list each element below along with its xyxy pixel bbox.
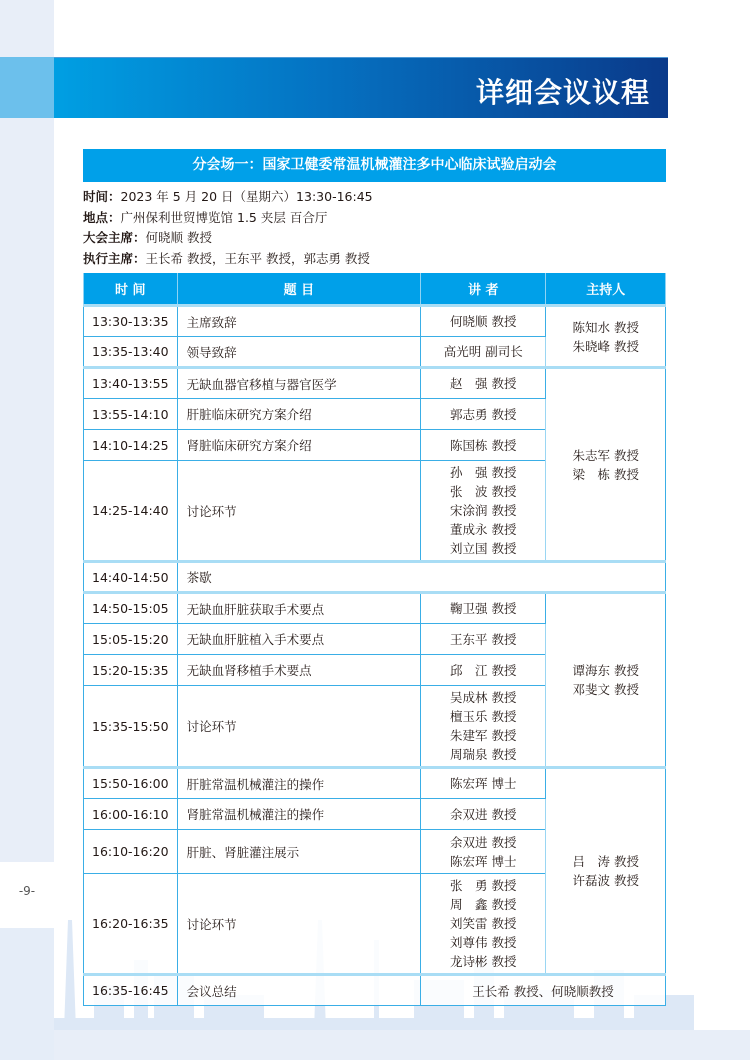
row-time: 15:05-15:20 <box>84 624 178 655</box>
row-time: 13:30-13:35 <box>84 306 178 337</box>
header-topic: 题 目 <box>177 273 420 306</box>
host-name: 邓斐文 教授 <box>572 682 639 697</box>
row-speakers <box>421 306 546 337</box>
speaker-name: 陈宏珲 博士 <box>450 853 517 869</box>
speaker-name: 董成永 教授 <box>450 522 517 537</box>
speaker-name: 赵 强 教授 <box>450 376 517 391</box>
speaker-name: 刘尊伟 教授 <box>450 935 517 950</box>
speaker-list <box>444 342 523 361</box>
speaker-name: 周瑞泉 教授 <box>450 747 517 762</box>
speaker-list <box>450 374 516 393</box>
row-topic: 无缺血肾移植手术要点 <box>177 655 420 686</box>
row-hosts <box>546 368 666 562</box>
host-list <box>572 852 638 890</box>
row-time: 16:00-16:10 <box>84 799 178 830</box>
speaker-list <box>450 405 516 424</box>
row-time: 15:35-15:50 <box>84 686 178 768</box>
speaker-name: 何晓顺 教授 <box>450 314 517 329</box>
header-host: 主持人 <box>546 273 666 306</box>
agenda-header-row <box>84 273 666 306</box>
left-banner-accent <box>0 57 54 118</box>
row-speaker: 王长希 教授、何晓顺教授 <box>421 975 666 1006</box>
host-name: 陈知水 教授 <box>572 319 639 335</box>
row-topic: 讨论环节 <box>177 461 420 562</box>
session-info <box>83 187 373 269</box>
speaker-list <box>450 774 516 793</box>
host-name: 吕 涛 教授 <box>572 854 639 869</box>
left-decor-strip <box>0 0 54 862</box>
speaker-list <box>450 599 516 618</box>
row-topic: 会议总结 <box>177 975 420 1006</box>
row-time: 15:50-16:00 <box>84 768 178 799</box>
speaker-name: 鞠卫强 教授 <box>450 601 517 616</box>
host-name: 谭海东 教授 <box>572 663 639 678</box>
speaker-name: 陈国栋 教授 <box>450 437 517 453</box>
row-time: 13:55-14:10 <box>84 399 178 430</box>
row-speakers <box>421 399 546 430</box>
speaker-list <box>450 630 516 649</box>
speaker-name: 刘笑雷 教授 <box>450 916 517 931</box>
row-time: 16:10-16:20 <box>84 830 178 874</box>
speaker-name: 余双进 教授 <box>450 806 517 822</box>
speaker-name: 檀玉乐 教授 <box>450 709 517 724</box>
speaker-name: 高光明 副司长 <box>443 344 523 359</box>
speaker-list <box>450 463 516 558</box>
row-speakers <box>421 368 546 399</box>
row-speakers <box>421 686 546 768</box>
page-title: 详细会议议程 <box>475 76 650 109</box>
host-list <box>572 446 638 484</box>
row-topic: 肾脏常温机械灌注的操作 <box>177 799 420 830</box>
row-hosts <box>546 768 666 975</box>
row-topic: 领导致辞 <box>177 337 420 368</box>
host-list <box>572 318 638 356</box>
row-speakers <box>421 874 546 975</box>
info-executive-chairs: 执行主席：王长希 教授，王东平 教授，郭志勇 教授 <box>83 250 370 266</box>
host-name: 朱晓峰 教授 <box>572 338 639 354</box>
speaker-list <box>450 661 516 680</box>
speaker-name: 孙 强 教授 <box>450 465 517 480</box>
row-time: 15:20-15:35 <box>84 655 178 686</box>
speaker-list <box>450 876 516 971</box>
row-topic: 无缺血肝脏获取手术要点 <box>177 593 420 624</box>
session-title: 分会场一：国家卫健委常温机械灌注多中心临床试验启动会 <box>83 149 666 182</box>
speaker-list <box>450 436 516 455</box>
row-speakers <box>421 624 546 655</box>
speaker-name: 张 波 教授 <box>450 484 517 499</box>
host-name: 梁 栋 教授 <box>572 466 639 482</box>
row-time: 16:20-16:35 <box>84 874 178 975</box>
bottom-decor-band <box>54 1030 750 1060</box>
summary-row <box>84 975 666 1006</box>
row-speakers <box>421 337 546 368</box>
speaker-name: 龙诗彬 教授 <box>450 954 517 969</box>
table-row <box>84 768 666 799</box>
row-speakers <box>421 461 546 562</box>
row-speakers <box>421 830 546 874</box>
row-topic: 肾脏临床研究方案介绍 <box>177 430 420 461</box>
row-topic: 无缺血器官移植与器官医学 <box>177 368 420 399</box>
table-row <box>84 593 666 624</box>
speaker-name: 宋涂润 教授 <box>450 503 517 518</box>
speaker-name: 陈宏珲 博士 <box>450 776 517 791</box>
page-number: -9- <box>18 884 36 898</box>
row-speakers <box>421 655 546 686</box>
speaker-name: 张 勇 教授 <box>450 878 517 893</box>
left-decor-strip-bottom <box>0 928 54 1060</box>
row-hosts <box>546 593 666 768</box>
speaker-name: 朱建军 教授 <box>450 728 517 743</box>
host-name: 许磊波 教授 <box>572 873 639 888</box>
page-title-banner <box>54 57 668 118</box>
row-topic: 主席致辞 <box>177 306 420 337</box>
row-topic: 讨论环节 <box>177 686 420 768</box>
speaker-list <box>450 312 516 331</box>
speaker-name: 邱 江 教授 <box>450 662 517 678</box>
speaker-list <box>450 833 516 871</box>
row-speakers <box>421 593 546 624</box>
row-topic: 肝脏、肾脏灌注展示 <box>177 830 420 874</box>
speaker-name: 刘立国 教授 <box>450 541 517 556</box>
agenda-table <box>83 273 666 1006</box>
info-location: 地点：广州保利世贸博览馆 1.5 夹层 百合厅 <box>83 209 328 225</box>
tea-break-row <box>84 562 666 593</box>
table-row <box>84 368 666 399</box>
info-chair: 大会主席：何晓顺 教授 <box>83 230 212 245</box>
row-topic: 讨论环节 <box>177 874 420 975</box>
header-time: 时 间 <box>84 273 178 306</box>
row-time: 13:35-13:40 <box>84 337 178 368</box>
row-topic: 肝脏常温机械灌注的操作 <box>177 768 420 799</box>
row-topic: 肝脏临床研究方案介绍 <box>177 399 420 430</box>
host-list <box>572 661 638 699</box>
speaker-name: 周 鑫 教授 <box>450 897 517 912</box>
speaker-list <box>450 805 516 824</box>
row-time: 13:40-13:55 <box>84 368 178 399</box>
row-time: 14:40-14:50 <box>84 562 178 593</box>
host-name: 朱志军 教授 <box>572 447 639 463</box>
header-speaker: 讲 者 <box>421 273 546 306</box>
speaker-name: 郭志勇 教授 <box>450 406 517 422</box>
row-time: 14:50-15:05 <box>84 593 178 624</box>
table-row <box>84 306 666 337</box>
speaker-list <box>450 688 516 764</box>
row-time: 16:35-16:45 <box>84 975 178 1006</box>
speaker-name: 余双进 教授 <box>450 834 517 850</box>
info-time: 时间：2023 年 5 月 20 日（星期六）13:30-16:45 <box>83 189 373 204</box>
row-topic: 茶歇 <box>177 562 665 593</box>
row-speakers <box>421 430 546 461</box>
row-time: 14:10-14:25 <box>84 430 178 461</box>
row-speakers <box>421 799 546 830</box>
row-topic: 无缺血肝脏植入手术要点 <box>177 624 420 655</box>
speaker-name: 王东平 教授 <box>450 631 517 647</box>
row-time: 14:25-14:40 <box>84 461 178 562</box>
speaker-name: 吴成林 教授 <box>450 690 517 705</box>
row-hosts <box>546 306 666 368</box>
row-speakers <box>421 768 546 799</box>
